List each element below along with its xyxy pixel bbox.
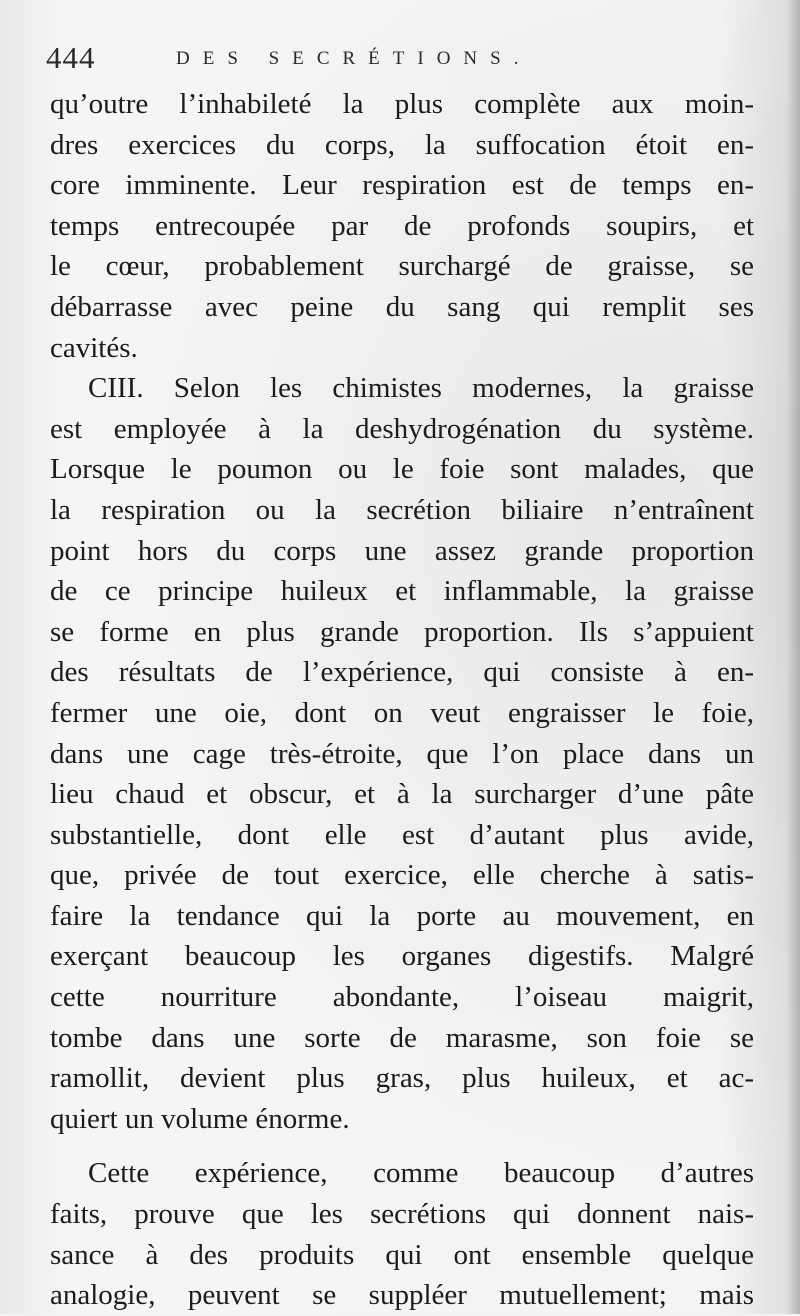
text-line: point hors du corps une assez grande proportion: [50, 534, 754, 567]
text-line: exerçant beaucoup les organes digestifs. Malgré: [50, 940, 754, 973]
text-line: temps entrecoupée par de profonds soupirs, et: [50, 209, 754, 242]
text-line: est employée à la deshydrogénation du système.: [50, 412, 754, 445]
paragraph: [50, 368, 754, 1139]
text-line: tombe dans une sorte de marasme, son foie se: [50, 1021, 754, 1054]
text-line: débarrasse avec peine du sang qui remplit ses: [50, 290, 754, 323]
body-text: [50, 84, 754, 1316]
text-line: core imminente. Leur respiration est de temps en-: [50, 169, 754, 202]
text-line: des résultats de l’expérience, qui consiste à en-: [50, 656, 754, 689]
running-head: [46, 40, 746, 80]
text-line: fermer une oie, dont on veut engraisser le foie,: [50, 696, 754, 729]
text-line: que, privée de tout exercice, elle cherche à satis-: [50, 859, 754, 892]
page-number: 444: [46, 40, 96, 75]
text-line: sance à des produits qui ont ensemble quelque: [50, 1238, 754, 1271]
text-line: faire la tendance qui la porte au mouvement, en: [50, 899, 754, 932]
text-line: Cette expérience, comme beaucoup d’autres: [88, 1157, 754, 1190]
page-spine-shadow: [786, 0, 800, 1314]
text-line: faits, prouve que les secrétions qui donnent nais-: [50, 1198, 754, 1231]
text-line: dres exercices du corps, la suffocation étoit en-: [50, 128, 754, 161]
text-line: Lorsque le poumon ou le foie sont malades, que: [50, 453, 754, 486]
text-line: substantielle, dont elle est d’autant plus avide,: [50, 818, 754, 851]
paragraph: [50, 84, 754, 368]
text-line: quiert un volume énorme.: [50, 1102, 350, 1135]
paragraph-gap: [50, 1139, 754, 1153]
text-line: analogie, peuvent se suppléer mutuellement; mais: [50, 1279, 754, 1312]
text-line: de ce principe huileux et inflammable, la graisse: [50, 575, 754, 608]
text-line: lieu chaud et obscur, et à la surcharger d’une pâte: [50, 778, 754, 811]
text-line: dans une cage très-étroite, que l’on place dans un: [50, 737, 754, 770]
text-line: CIII. Selon les chimistes modernes, la graisse: [88, 372, 754, 405]
text-line: ramollit, devient plus gras, plus huileux, et ac-: [50, 1062, 754, 1095]
running-head-title: DES SECRÉTIONS.: [176, 48, 532, 69]
paragraph: [50, 1153, 754, 1315]
text-line: la respiration ou la secrétion biliaire n’entraînent: [50, 493, 754, 526]
text-line: cette nourriture abondante, l’oiseau maigrit,: [50, 981, 754, 1014]
text-line: le cœur, probablement surchargé de graisse, se: [50, 250, 754, 283]
text-line: qu’outre l’inhabileté la plus complète aux moin-: [50, 88, 754, 120]
text-line: se forme en plus grande proportion. Ils s’appuient: [50, 615, 754, 648]
text-line: cavités.: [50, 331, 138, 364]
